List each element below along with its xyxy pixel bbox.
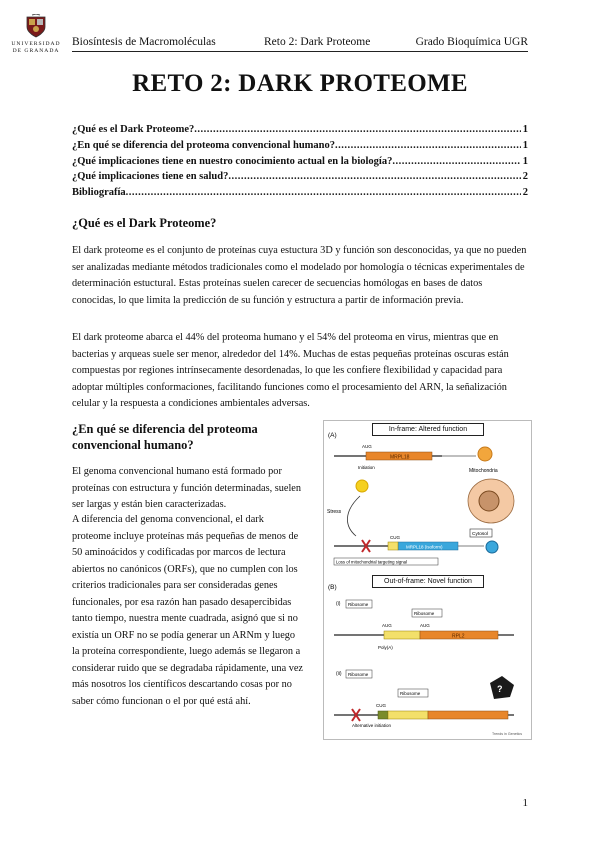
mitochondria-protein-icon — [478, 447, 492, 461]
toc-entry[interactable] — [72, 187, 528, 203]
sub-ii-label: (ii) — [336, 671, 342, 677]
gene-label-a2: MRPL18 (isoform) — [406, 544, 443, 550]
figure-title-out-of-frame: Out-of-frame: Novel function — [372, 575, 484, 588]
toc-page: 2 — [522, 187, 528, 199]
toc-entry-text: ¿Qué es el Dark Proteome? — [72, 124, 195, 135]
alt-initiation-label: Alternative initiation — [352, 723, 392, 728]
figure-credit: Trends in Genetics — [492, 732, 523, 736]
stress-arrow — [347, 496, 360, 536]
university-crest-icon — [25, 14, 47, 38]
paragraph-dark-difference: A diferencia del genoma convencional, el dark proteome incluye proteínas más pequeñas de menos de 50 aminoácidos y codificadas por marcos de lectura abiertos no canónicos (ORFs), que no cumplen con los criterios tradicionales para ser consideradas genes funcionales, por esa razón han pasado desapercibidas tanto tiempo, nuestra mente cuadrada, asignó que si no existía un ORF no se podía generar un ARNm y luego la proteína correspondiente, luego además se llegaron a considerar ruido que se degradaba rápidamente, una vez más nosotros los científicos descartando cosas por no saber cómo funcionan o el por qué está ahí. — [72, 514, 304, 707]
toc-leader — [392, 156, 520, 167]
nucleus-icon — [479, 491, 499, 511]
ribosome-label-i: Ribosome — [348, 602, 369, 607]
cytosol-label: Cytosol — [472, 532, 488, 537]
aug-label-b1: AUG — [382, 623, 392, 628]
figure-title-in-frame: In-frame: Altered function — [372, 423, 484, 436]
mitochondria-label: Mitochondria — [469, 468, 498, 474]
toc-entry[interactable] — [72, 171, 528, 187]
toc-entry-text: Bibliografía — [72, 187, 126, 199]
toc-entry-text: ¿Qué implicaciones tiene en nuestro conocimiento actual en la biología? — [72, 155, 393, 167]
ribosome-label-i2: Ribosome — [414, 611, 435, 616]
uorf-block-i — [384, 631, 420, 639]
ribosome-label-ii: Ribosome — [348, 672, 369, 677]
document-title: RETO 2: DARK PROTEOME — [132, 70, 468, 97]
stress-sun-icon — [356, 480, 368, 492]
university-name: UNIVERSIDAD DE GRANADA — [11, 41, 61, 54]
toc-leader — [126, 187, 521, 198]
section-heading-dark-proteome: ¿Qué es el Dark Proteome? — [72, 216, 217, 230]
question-mark-icon: ? — [497, 684, 503, 694]
toc-entry-text: ¿En qué se diferencia del proteoma convencional humano? — [72, 139, 335, 151]
aug-label: AUG — [362, 444, 372, 449]
sub-i-label: (i) — [336, 601, 341, 607]
toc-leader — [335, 140, 521, 151]
header-assignment: Reto 2: Dark Proteome — [264, 36, 371, 48]
header-course: Biosíntesis de Macromoléculas — [72, 36, 216, 48]
panel-b-label: (B) — [328, 584, 337, 591]
toc-page: 1 — [522, 155, 528, 167]
table-of-contents — [72, 124, 528, 203]
loss-signal-label: Loss of mitochondrial targeting signal — [336, 559, 407, 565]
toc-page: 2 — [522, 171, 528, 183]
toc-entry[interactable] — [72, 140, 528, 156]
toc-entry-text: ¿Qué implicaciones tiene en salud? — [72, 171, 229, 183]
paragraph-conventional: El genoma convencional humano está formado por proteínas con estructura y función determinadas, suelen ser largas y están bien caracterizadas. — [72, 466, 302, 510]
main-orf-block-ii — [428, 711, 508, 719]
toc-leader — [194, 124, 520, 135]
cug-label-b: CUG — [376, 703, 386, 708]
cug-block — [388, 542, 398, 550]
cytosol-protein-icon — [486, 541, 498, 553]
aug-label-b2: AUG — [420, 623, 430, 628]
university-logo — [10, 14, 62, 55]
paragraph-definition: El dark proteome es el conjunto de proteínas cuya estuctura 3D y función son desconocidas, ya que no pueden ser analizadas mediante métodos tradicionales como el modelado por homología o técnicas experimentales de determinación estuctural. Estas proteínas suelen carecer de secuencias homólogas en bases de datos conocidas, lo que limita la predicción de su función y estructura a partir de información previa. — [72, 245, 527, 306]
altorf-block-ii — [388, 711, 428, 719]
header-degree: Grado Bioquímica UGR — [415, 36, 528, 48]
toc-page: 1 — [522, 139, 528, 151]
cug-label: CUG — [390, 535, 400, 540]
start-block-ii — [378, 711, 388, 719]
page-number: 1 — [522, 797, 528, 809]
toc-page: 1 — [522, 124, 528, 135]
ribosome-label-ii2: Ribosome — [400, 691, 421, 696]
rpl-label: RPL2 — [452, 633, 465, 640]
initiation-label: Initiation — [358, 465, 375, 470]
gene-label-a: MRPL18 — [390, 454, 410, 461]
paragraph-proportion: El dark proteome abarca el 44% del proteoma humano y el 54% del proteoma en virus, mientras que en bacterias y arqueas suele ser menor, alrededor del 14%. Muchas de estas pequeñas proteínas oscuras están compuestas por regiones intrínsecamente desordenadas, lo que les confiere flexibilidad y capacidad para adoptar múltiples conformaciones, facilitando funciones como el procesamiento del ARN, la señalización celular y la respuesta a condiciones ambientales adversas. — [72, 332, 509, 409]
header-divider — [72, 51, 528, 52]
toc-entry[interactable] — [72, 156, 528, 172]
panel-a-label: (A) — [328, 432, 337, 439]
toc-leader — [228, 171, 520, 182]
poly-label: Poly(A) — [378, 645, 393, 650]
stress-label: Stress — [327, 509, 342, 515]
toc-entry[interactable] — [72, 124, 528, 140]
figure-orf-diagram — [323, 420, 532, 740]
section-heading-difference: ¿En qué se diferencia del proteoma convencional humano? — [72, 422, 258, 452]
